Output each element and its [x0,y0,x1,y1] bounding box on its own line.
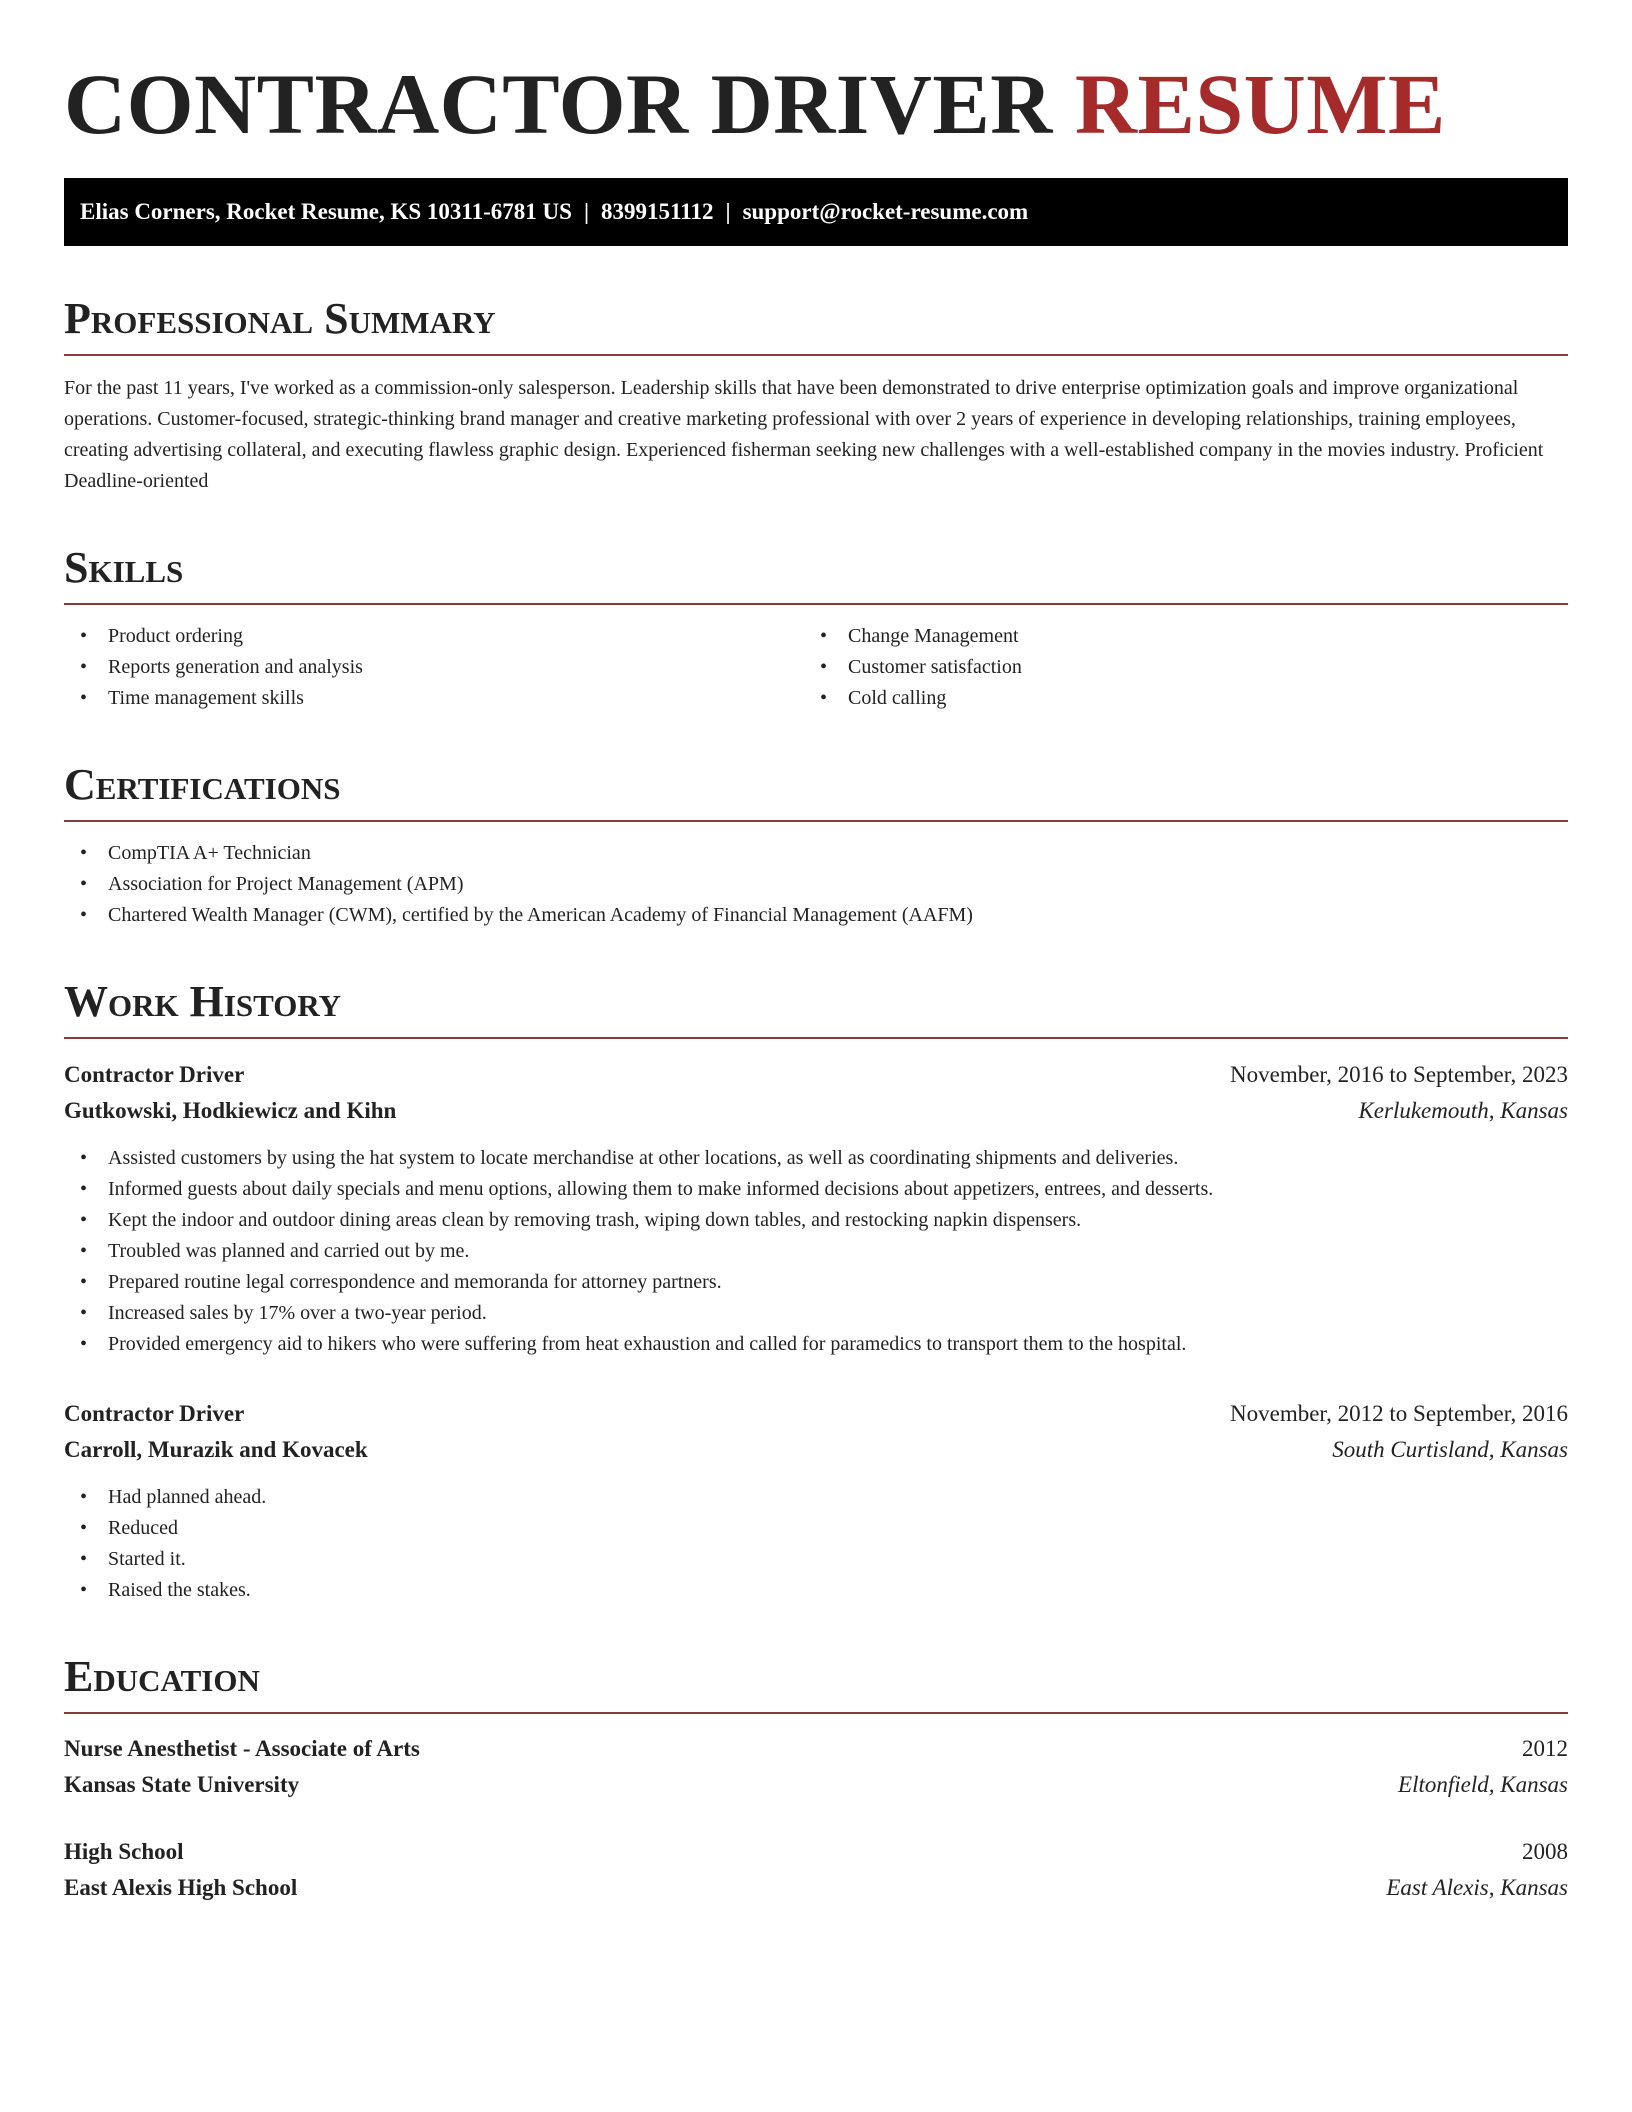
job-header [64,1057,1568,1093]
skill-item [804,621,1544,652]
duty-text: Prepared routine legal correspondence and memoranda for attorney partners. [108,1271,722,1293]
education-degree: High School [64,1839,184,1864]
duty-text: Had planned ahead. [108,1486,267,1508]
duty-item [64,1575,1568,1606]
bullet-icon: • [80,1579,88,1601]
job-entry [64,1057,1568,1360]
duty-item [64,1329,1568,1360]
bullet-icon: • [820,625,828,647]
duty-item [64,1205,1568,1236]
bullet-icon: • [80,1271,88,1293]
bullet-icon: • [80,873,88,895]
education-header [64,1731,1568,1767]
skill-text: Reports generation and analysis [108,656,363,678]
job-location: Kerlukemouth, Kansas [1358,1098,1568,1123]
bullet-icon: • [80,1517,88,1539]
job-entry [64,1396,1568,1606]
bullet-icon: • [80,1147,88,1169]
certification-item [64,838,1568,869]
education-entry [64,1834,1568,1906]
job-header [64,1396,1568,1432]
job-title: Contractor Driver [64,1401,245,1426]
summary-section [64,292,1568,497]
duty-text: Started it. [108,1548,186,1570]
skills-column-right [804,621,1544,714]
resume-title [64,0,1568,156]
education-school: East Alexis High School [64,1875,298,1900]
bullet-icon: • [80,1548,88,1570]
education-section [64,1650,1568,1906]
summary-text: For the past 11 years, I've worked as a commission-only salesperson. Leadership skills that have been demonstrated to drive enterprise optimization goals and improve organizational operations. Customer-focused, strategic-thinking brand manager and creative marketing professional with over 2 years of experience in developing relationships, training employees, creating advertising collateral, and executing flawless graphic design. Experienced fisherman seeking new challenges with a well-established company in the movies industry. Proficient Deadline-oriented [64,377,1544,492]
bullet-icon: • [80,1240,88,1262]
section-divider [64,354,1568,356]
duty-item [64,1267,1568,1298]
education-location: East Alexis, Kansas [1386,1875,1568,1900]
bullet-icon: • [80,687,88,709]
work-history-section [64,975,1568,1606]
duty-item [64,1143,1568,1174]
work-history-heading: Work History [64,977,342,1026]
bullet-icon: • [80,1302,88,1324]
bullet-icon: • [80,1333,88,1355]
certification-text: Association for Project Management (APM) [108,873,464,895]
duty-text: Provided emergency aid to hikers who were suffering from heat exhaustion and called for paramedics to transport them to the hospital. [108,1333,1187,1355]
duty-item [64,1174,1568,1205]
duty-text: Increased sales by 17% over a two-year period. [108,1302,487,1324]
skill-text: Change Management [848,625,1019,647]
duty-text: Raised the stakes. [108,1579,251,1601]
skill-item [64,621,804,652]
job-subheader [64,1093,1568,1129]
contact-phone: 8399151112 [601,199,714,224]
section-divider [64,1037,1568,1039]
job-title: Contractor Driver [64,1062,245,1087]
duty-item [64,1513,1568,1544]
contact-separator: | [583,199,590,224]
bullet-icon: • [80,904,88,926]
duty-text: Informed guests about daily specials and menu options, allowing them to make informed decisions about appetizers, entrees, and desserts. [108,1178,1214,1200]
duty-text: Assisted customers by using the hat system to locate merchandise at other locations, as well as coordinating shipments and deliveries. [108,1147,1179,1169]
bullet-icon: • [80,842,88,864]
title-accent: RESUME [1074,56,1446,152]
education-header [64,1834,1568,1870]
duty-text: Reduced [108,1517,178,1539]
section-divider [64,1712,1568,1714]
certification-text: Chartered Wealth Manager (CWM), certified by the American Academy of Financial Management (AAFM) [108,904,973,926]
duty-item [64,1298,1568,1329]
education-subheader [64,1767,1568,1803]
job-duties [64,1482,1568,1606]
section-divider [64,603,1568,605]
job-location: South Curtisland, Kansas [1332,1437,1568,1462]
bullet-icon: • [80,1209,88,1231]
skills-column-left [64,621,804,714]
job-dates: November, 2016 to September, 2023 [1230,1062,1568,1087]
bullet-icon: • [80,656,88,678]
skill-text: Product ordering [108,625,243,647]
bullet-icon: • [80,625,88,647]
job-duties [64,1143,1568,1360]
certifications-list [64,838,1568,931]
education-year: 2012 [1522,1736,1568,1761]
contact-address: Elias Corners, Rocket Resume, KS 10311-6781 US [80,199,572,224]
bullet-icon: • [820,656,828,678]
certifications-section [64,758,1568,931]
contact-email: support@rocket-resume.com [742,199,1029,224]
contact-separator: | [725,199,731,224]
job-dates: November, 2012 to September, 2016 [1230,1401,1568,1426]
certification-text: CompTIA A+ Technician [108,842,311,864]
section-divider [64,820,1568,822]
skill-item [64,683,804,714]
skill-text: Customer satisfaction [848,656,1022,678]
job-company: Carroll, Murazik and Kovacek [64,1437,368,1462]
duty-item [64,1236,1568,1267]
skill-item [804,683,1544,714]
skills-heading: Skills [64,543,184,592]
bullet-icon: • [80,1486,88,1508]
bullet-icon: • [80,1178,88,1200]
skill-item [804,652,1544,683]
skills-section [64,541,1568,714]
skill-item [64,652,804,683]
skills-grid [64,621,1568,714]
contact-bar [64,178,1568,246]
certification-item [64,869,1568,900]
job-subheader [64,1432,1568,1468]
certifications-heading: Certifications [64,760,341,809]
education-heading: Education [64,1652,260,1701]
duty-text: Troubled was planned and carried out by me. [108,1240,470,1262]
title-main: CONTRACTOR DRIVER [64,56,1053,152]
summary-heading: Professional Summary [64,294,496,343]
education-degree: Nurse Anesthetist - Associate of Arts [64,1736,420,1761]
skill-text: Cold calling [848,687,947,709]
duty-item [64,1482,1568,1513]
duty-text: Kept the indoor and outdoor dining areas clean by removing trash, wiping down tables, and restocking napkin dispensers. [108,1209,1082,1231]
education-location: Eltonfield, Kansas [1398,1772,1568,1797]
job-company: Gutkowski, Hodkiewicz and Kihn [64,1098,397,1123]
skill-text: Time management skills [108,687,304,709]
education-subheader [64,1870,1568,1906]
duty-item [64,1544,1568,1575]
certification-item [64,900,1568,931]
bullet-icon: • [820,687,828,709]
education-year: 2008 [1522,1839,1568,1864]
education-entry [64,1731,1568,1803]
education-school: Kansas State University [64,1772,300,1797]
